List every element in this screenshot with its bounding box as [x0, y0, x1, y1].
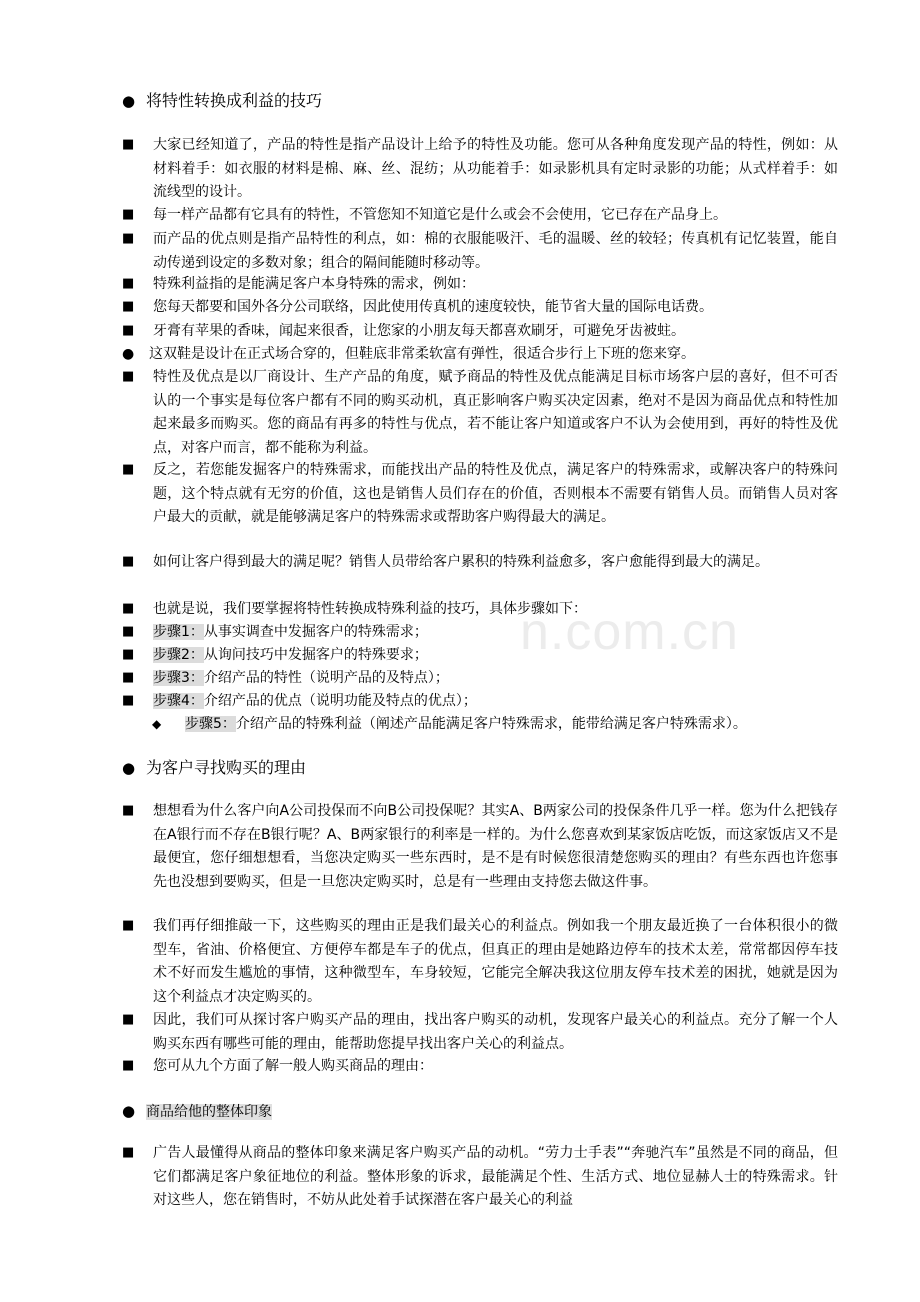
bullet-dot-icon: ●	[122, 1102, 136, 1120]
list-item: ■ 也就是说，我们要掌握将特性转换成特殊利益的技巧，具体步骤如下：	[122, 598, 838, 622]
section-heading	[122, 1100, 272, 1123]
square-bullet-icon: ■	[122, 369, 135, 384]
list-item: ■ 如何让客户得到最大的满足呢？销售人员带给客户累积的特殊利益愈多，客户愈能得到最大的满足。	[122, 551, 838, 575]
step-item	[122, 667, 838, 691]
section-title: 将特性转换成利益的技巧	[146, 91, 323, 110]
square-bullet-icon: ■	[122, 1058, 135, 1073]
step-label: 步骤2：	[153, 647, 204, 663]
step-label: 步骤3：	[153, 670, 204, 686]
step-item	[122, 644, 838, 668]
list-item: ■ 想想看为什么客户向A公司投保而不向B公司投保呢？其实A、B两家公司的投保条件几乎一样。您为什么把钱存在A银行而不存在B银行呢？A、B两家银行的利率是一样的。为什么您喜欢到某家饭店吃饭，而这家饭店又不是最便宜，您仔细想想看，当您决定购买一些东西时，是不是有时候您很清楚您购买的理由？有些东西也许您事先也没想到要购买，但是一旦您决定购买时，总是有一些理由支持您去做这件事。	[122, 800, 838, 894]
list-item: ■ 我们再仔细推敲一下，这些购买的理由正是我们最关心的利益点。例如我一个朋友最近换了一台体积很小的微型车，省油、价格便宜、方便停车都是车子的优点，但真正的理由是她路边停车的技术太差，常常都因停车技术不好而发生尴尬的事情，这种微型车，车身较短，它能完全解决我这位朋友停车技术差的困扰，她就是因为这个利益点才决定购买的。	[122, 915, 838, 1009]
square-bullet-icon: ■	[122, 670, 135, 685]
list-item: ■ 牙膏有苹果的香味，闻起来很香，让您家的小朋友每天都喜欢刷牙，可避免牙齿被蛀。	[122, 320, 838, 344]
square-bullet-icon: ■	[122, 462, 135, 477]
list-item: ■ 大家已经知道了，产品的特性是指产品设计上给予的特性及功能。您可从各种角度发现产品的特性，例如：从材料着手：如衣服的材料是棉、麻、丝、混纺；从功能着手：如录影机具有定时录影的功能；从式样着手：如流线型的设计。	[122, 134, 838, 205]
square-bullet-icon: ■	[122, 276, 135, 291]
square-bullet-icon: ■	[122, 1145, 135, 1160]
bullet-dot-icon: ●	[122, 346, 135, 362]
bullet-dot-icon: ●	[122, 92, 136, 110]
step-label: 步骤1：	[153, 624, 204, 640]
square-bullet-icon: ■	[122, 231, 135, 246]
list-item: ■ 特性及优点是以厂商设计、生产产品的角度，赋予商品的特性及优点能满足目标市场客户层的喜好，但不可否认的一个事实是每位客户都有不同的购买动机，真正影响客户购买决定因素，绝对不是因为商品优点和特性加起来最多而购买。您的商品有再多的特性与优点，若不能让客户知道或客户不认为会使用到，再好的特性及优点，对客户而言，都不能称为利益。	[122, 366, 838, 460]
square-bullet-icon: ■	[122, 323, 135, 338]
square-bullet-icon: ■	[122, 647, 135, 662]
step-text: 介绍产品的特性（说明产品的及特点）；	[203, 670, 449, 686]
list-item: ■ 反之，若您能发掘客户的特殊需求，而能找出产品的特性及优点，满足客户的特殊需求，或解决客户的特殊问题，这个特点就有无穷的价值，这也是销售人员们存在的价值，否则根本不需要有销售人员。而销售人员对客户最大的贡献，就是能够满足客户的特殊需求或帮助客户购得最大的满足。	[122, 459, 838, 530]
square-bullet-icon: ■	[122, 137, 135, 152]
square-bullet-icon: ■	[122, 1012, 135, 1027]
list-item: ■ 而产品的优点则是指产品特性的利点，如：棉的衣服能吸汗、毛的温暖、丝的较轻；传真机有记忆装置，能自动传递到设定的多数对象；组合的隔间能随时移动等。	[122, 228, 838, 275]
list-item: ■ 特殊利益指的是能满足客户本身特殊的需求，例如：	[122, 273, 838, 297]
section-heading	[122, 757, 306, 779]
square-bullet-icon: ■	[122, 624, 135, 639]
step-item	[122, 690, 838, 714]
square-bullet-icon: ■	[122, 299, 135, 314]
step-label: 步骤4：	[153, 693, 204, 709]
list-item: ■ 您可从九个方面了解一般人购买商品的理由：	[122, 1055, 838, 1079]
list-item: ■ 每一样产品都有它具有的特性，不管您知不知道它是什么或会不会使用，它已存在产品身上。	[122, 204, 838, 228]
step-text: 介绍产品的特殊利益（阐述产品能满足客户特殊需求，能带给满足客户特殊需求）。	[235, 716, 747, 732]
square-bullet-icon: ■	[122, 918, 135, 933]
square-bullet-icon: ■	[122, 693, 135, 708]
step-text: 从事实调查中发掘客户的特殊需求；	[203, 624, 428, 640]
diamond-bullet-icon: ◆	[152, 717, 162, 731]
list-item: ■ 因此，我们可从探讨客户购买产品的理由，找出客户购买的动机，发现客户最关心的利益点。充分了解一个人购买东西有哪些可能的理由，能帮助您提早找出客户关心的利益点。	[122, 1009, 838, 1056]
list-item: ■ 您每天都要和国外各分公司联络，因此使用传真机的速度较快，能节省大量的国际电话费。	[122, 296, 838, 320]
list-item: ● 这双鞋是设计在正式场合穿的，但鞋底非常柔软富有弹性，很适合步行上下班的您来穿。	[122, 343, 838, 367]
list-item: ■ 广告人最懂得从商品的整体印象来满足客户购买产品的动机。“劳力士手表”“奔驰汽车”虽然是不同的商品，但它们都满足客户象征地位的利益。整体形象的诉求，最能满足个性、生活方式、地位显赫人士的特殊需求。针对这些人，您在销售时，不妨从此处着手试探潜在客户最关心的利益	[122, 1142, 838, 1213]
watermark: n.com.cn	[520, 603, 739, 661]
step-text: 介绍产品的优点（说明功能及特点的优点）；	[203, 693, 477, 709]
step-label: 步骤5：	[185, 716, 236, 732]
step-item	[152, 713, 852, 737]
section-heading	[122, 90, 322, 112]
bullet-dot-icon: ●	[122, 759, 136, 777]
square-bullet-icon: ■	[122, 601, 135, 616]
step-item	[122, 621, 838, 645]
section-title: 为客户寻找购买的理由	[146, 758, 307, 777]
section-title: 商品给他的整体印象	[146, 1104, 272, 1120]
square-bullet-icon: ■	[122, 803, 135, 818]
step-text: 从询问技巧中发掘客户的特殊要求；	[203, 647, 428, 663]
square-bullet-icon: ■	[122, 207, 135, 222]
square-bullet-icon: ■	[122, 554, 135, 569]
